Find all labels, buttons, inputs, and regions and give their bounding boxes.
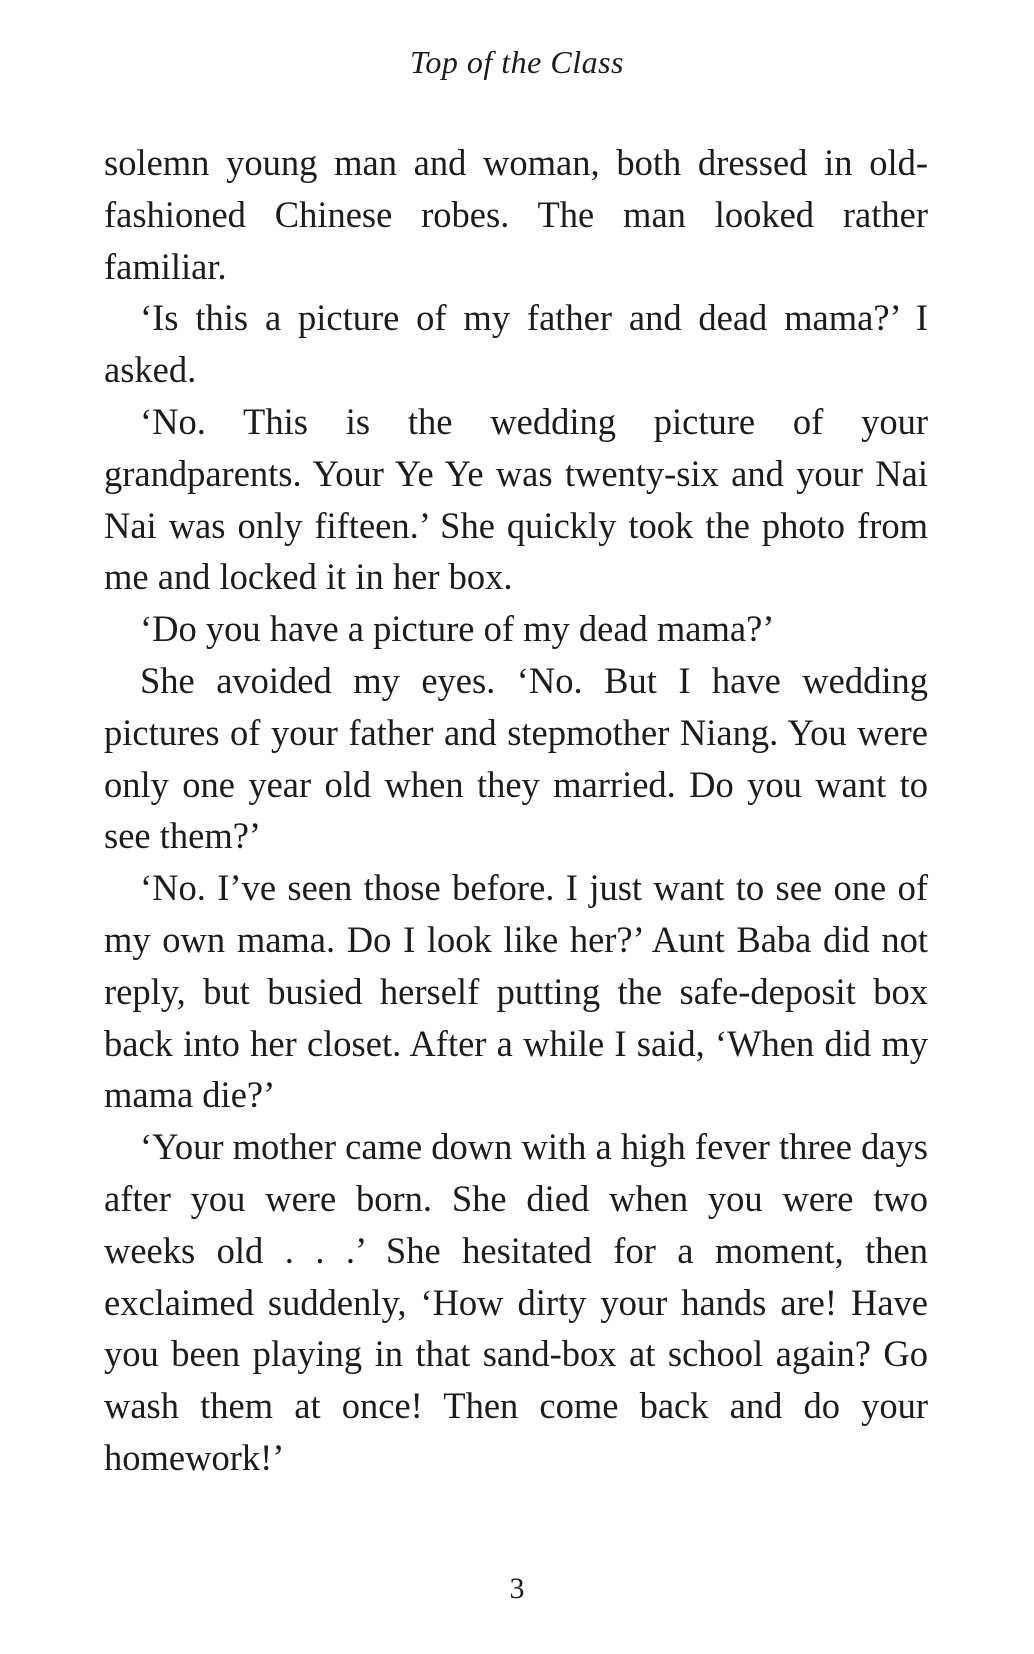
running-head: Top of the Class	[410, 44, 624, 80]
page-number: 3	[509, 1572, 525, 1605]
paragraph-grandparents-wedding: ‘No. This is the wedding picture of your grandparents. Your Ye Ye was twenty-six and your Nai Nai was only fifteen.’ She quickly took the photo from me and locked it in her box.	[104, 400, 928, 598]
body-text	[104, 137, 928, 1484]
paragraph-avoided-eyes: She avoided my eyes. ‘No. But I have wedding pictures of your father and stepmother Niang. You were only one year old when they married. Do you want to see them?’	[104, 659, 928, 857]
paragraph-father-question: ‘Is this a picture of my father and dead mama?’ I asked.	[104, 297, 928, 391]
paragraph-dead-mama-question: ‘Do you have a picture of my dead mama?’	[140, 608, 775, 650]
paragraph-own-mama: ‘No. I’ve seen those before. I just want to see one of my own mama. Do I look like her?’ Aunt Baba did not reply, but busied herself putting the safe-deposit box back into her closet. After a while I said, ‘When did my mama die?’	[104, 867, 928, 1116]
paragraph-high-fever: ‘Your mother came down with a high fever three days after you were born. She died when you were two weeks old . . .’ She hesitated for a moment, then exclaimed suddenly, ‘How dirty your hands are! Have you been playing in that sand-box at school again? Go wash them at once! Then come back and do your homework!’	[104, 1126, 928, 1478]
paragraph-continuation: solemn young man and woman, both dressed in old-fashioned Chinese robes. The man looked rather familiar.	[104, 142, 928, 287]
